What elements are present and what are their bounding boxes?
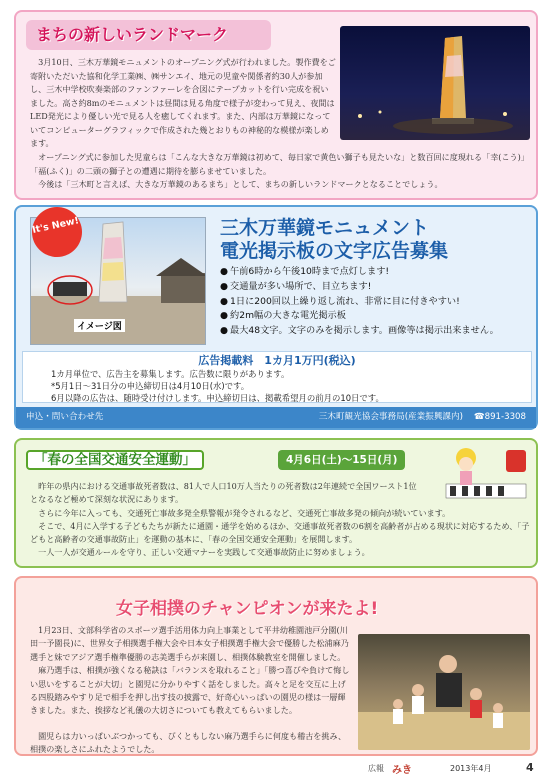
page-number: 4 — [526, 761, 534, 774]
traffic-paragraph-2: さらに今年に入っても、交通死亡事故多発全県警報が発令されるなど、交通死亡事故多発の傾向が続いています。 — [30, 507, 451, 518]
list-item: ● 1日に200回以上繰り返し流れ、非常に目に付きやすい! — [220, 295, 499, 310]
sumo-photo-illustration — [358, 634, 530, 750]
fee-box — [22, 351, 532, 403]
landmark-section — [14, 10, 538, 200]
monument-night-photo — [340, 26, 530, 140]
ad-feature-list — [220, 265, 499, 339]
fee-line: 1カ月単位で、広告主を募集します。広告数に限りがあります。 — [51, 369, 290, 379]
landmark-paragraph-1: 3月10日、三木万華鏡モニュメントのオープニング式が行われました。製作費をご寄附いただいた協和化学工業㈱、㈱サンエイ、地元の児童や関係者約30人が参加し、三木中学校吹奏楽部のファンファーレを合図にテープカットを行い完成を祝いました。高さ約8mのモニュメントは昼間は見る角度で様子が変わって見え、夜間はLED発光により優しい光で見る人を癒してくれます。また、内部は万華鏡になっていてコンピューターグラフィックで作成された幾とおりもの神秘的な模様が楽しめます。 — [30, 57, 336, 148]
list-item: ● 約2m幅の大きな電光掲示板 — [220, 309, 499, 324]
footer-label: 広報 — [368, 764, 384, 773]
traffic-paragraph-1: 昨年の県内における交通事故死者数は、81人で人口10万人当たりの死者数は2年連続で全国ワースト1位となるなど極めて深刻な状況にあります。 — [30, 481, 417, 505]
fee-heading: 広告掲載料 1カ月1万円(税込) — [198, 354, 356, 367]
sumo-paragraph-2: 麻乃選手は、相撲が強くなる秘訣は「バランスを取れること」「勝つ喜びや負けて悔しい思いをすることが大切」と園児に分かりやすく話をしました。高々と足を交互に上げる四股踏みやすり足で相手を押し出す技の披露で、好奇心いっぱいの園児の様は一層輝きました。また、挨拶など礼儀の大切さについても教えてもらいました。 — [30, 665, 350, 716]
sumo-paragraph-3: 園児らは力いっぱいぶつかっても、びくともしない麻乃選手らに何度も稽古を挑み、相撲の楽しさにふれたようでした。 — [30, 731, 347, 755]
traffic-safety-section — [14, 438, 538, 568]
sumo-photo — [358, 634, 530, 750]
landmark-title: まちの新しいランドマーク — [26, 20, 271, 50]
traffic-dates: 4月6日(土)〜15日(月) — [278, 450, 405, 470]
landmark-body-bottom — [30, 151, 530, 192]
footer-brand: みき — [392, 765, 412, 776]
ad-heading — [220, 217, 448, 263]
list-item: ● 午前6時から午後10時まで点灯します! — [220, 265, 499, 280]
traffic-body — [30, 480, 530, 560]
landmark-paragraph-3: 今後は「三木町と言えば、大きな万華鏡のあるまち」として、まちの新しいランドマークとなることでしょう。 — [30, 179, 443, 189]
sumo-section — [14, 576, 538, 756]
fee-line: *5月1日〜31日分の申込締切日は4月10日(水)です。 — [51, 381, 250, 391]
footer-date: 2013年4月 — [450, 764, 492, 773]
ad-heading-line-1: 三木万華鏡モニュメント — [220, 217, 430, 239]
list-item: ● 交通量が多い場所で、目立ちます! — [220, 280, 499, 295]
contact-org: 三木町観光協会事務局(産業振興課内) — [318, 412, 463, 422]
traffic-paragraph-4: 一人一人が交通ルールを守り、正しい交通マナーを実践して交通事故防止に努めましょう。 — [30, 547, 370, 558]
ad-heading-line-2: 電光掲示板の文字広告募集 — [220, 240, 449, 262]
ad-recruit-section — [14, 205, 538, 430]
new-badge: It's New! — [27, 202, 86, 261]
sumo-body — [30, 624, 352, 718]
page-footer — [0, 760, 550, 778]
traffic-title: 「春の全国交通安全運動」 — [26, 450, 204, 470]
contact-tel: ☎891-3308 — [473, 412, 526, 422]
sumo-title: 女子相撲のチャンピオンが来たよ! — [116, 599, 379, 619]
contact-label: 申込・問い合わせ先 — [26, 412, 104, 422]
sumo-paragraph-1: 1月23日、文部科学省のスポーツ選手活用体力向上事業として平井幼稚園池戸分園(川田一予園長)に、世界女子相撲選手権大会や日本女子相撲選手権大会で優勝した松浦麻乃選手と妹でアジア選手権準優勝の志美選手らが来園し、相撲体験教室を開催しました。 — [30, 625, 349, 662]
contact-info — [319, 407, 526, 428]
contact-bar — [16, 407, 536, 428]
traffic-paragraph-3: そこで、4月に入学する子どもたちが新たに通園・通学を始めるほか、交通事故死者数の6割を高齢者が占める現状に対応するため、「子どもと高齢者の交通事故防止」を運動の基本に、「春の全国交通安全運動」を展開します。 — [30, 520, 530, 545]
landmark-body-top — [30, 56, 336, 151]
landmark-paragraph-2: オープニング式に参加した児童らは「こんな大きな万華鏡は初めて、毎日家で黄色い獅子も見たいな」と数百回に度現れる「幸(こう)」「福(ふく)」の二頭の獅子との遭遇に期待を膨らませていました。 — [30, 152, 529, 176]
fee-line: 6月以降の広告は、随時受け付けします。申込締切日は、掲載希望月の前月の10日です。 — [51, 393, 384, 403]
image-caption: イメージ図 — [74, 319, 125, 332]
monument-illustration — [340, 26, 530, 140]
list-item: ● 最大48文字。文字のみを掲示します。画像等は掲示出来ません。 — [220, 324, 499, 339]
